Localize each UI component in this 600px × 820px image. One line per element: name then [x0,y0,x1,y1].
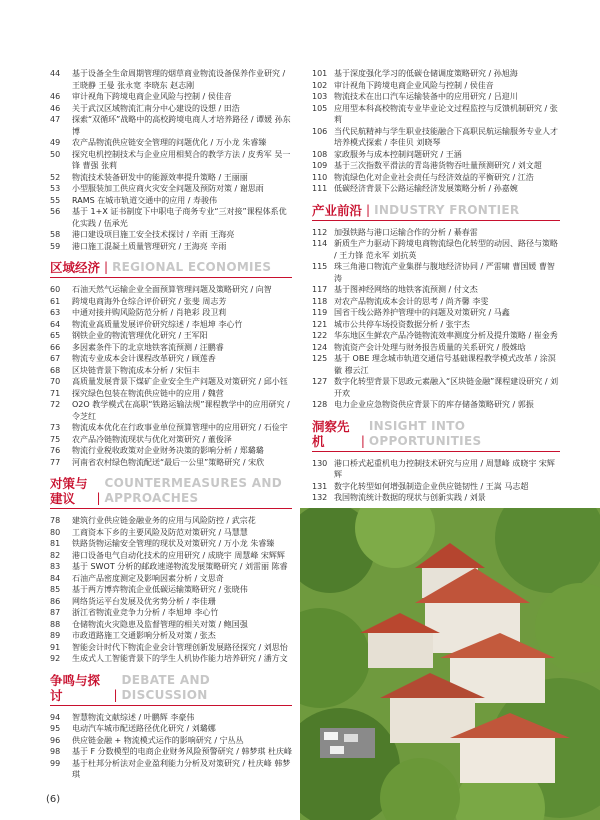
toc-entry-page-number: 89 [50,631,61,640]
toc-entry[interactable] [50,457,292,469]
toc-entry[interactable] [50,137,292,149]
aerial-photo-red-roof-buildings-trees [300,508,600,820]
toc-entry-title: 应用型本科高校物流专业毕业论文过程监控与反馈机制研究 / 张莉 [334,103,558,124]
section-separator: | [104,260,109,274]
toc-entry-title: 物流资产会计处理与财务报告质量的关系研究 / 殷姝晗 [334,342,526,352]
toc-list-industry-frontier [312,227,560,411]
toc-entry-title: 农产品冷链物流现状与优化对策研究 / 董俊泽 [72,434,232,444]
toc-entry[interactable] [50,596,292,608]
toc-entry-page-number: 103 [312,92,328,101]
toc-entry-page-number: 80 [50,527,61,537]
toc-entry-title: 港口设备电气自动化技术的应用研究 / 成晓宇 周慧峰 宋辉辉 [72,550,285,560]
toc-entry-title: 数字化转型背景下思政元素融入“区块链金融”课程建设研究 / 刘开欢 [334,377,559,398]
toc-entry-page-number: 132 [312,493,328,502]
toc-list-insight [312,458,560,504]
toc-entry[interactable] [312,284,560,296]
section-header-countermeasures [50,476,292,509]
toc-entry-title: RAMS 在城市轨道交通中的应用 / 寿骏伟 [72,195,218,205]
toc-entry-title: 基于三次指数平滑法的青岛港货物吞吐量预测研究 / 刘文超 [334,161,542,170]
toc-entry-title: 华东地区生鲜农产品冷链物流效率测度分析及提升策略 / 崔金秀 [334,331,558,340]
toc-entry-page-number: 73 [50,423,61,432]
toc-right-column [312,68,560,504]
toc-entry-title: O2O 教学模式在高职“铁路运输法规”课程教学中的应用研究 / 令芝红 [72,400,290,421]
toc-entry[interactable] [312,160,560,172]
toc-entry-page-number: 55 [50,195,61,205]
toc-entry-page-number: 99 [50,758,61,768]
toc-entry-title: 审计视角下跨境电商企业风险与控制 / 侯佳音 [334,80,494,90]
toc-entry-title: 工商资本下乡的主要风险及防范对策研究 / 马慧慧 [72,527,248,537]
toc-entry[interactable] [50,538,292,550]
toc-entry[interactable] [312,376,560,399]
toc-entry[interactable] [50,195,292,207]
toc-entry-page-number: 68 [50,365,61,375]
toc-entry[interactable] [50,399,292,422]
toc-entry-page-number: 87 [50,608,61,617]
toc-entry-page-number: 53 [50,184,61,193]
toc-entry-page-number: 59 [50,241,61,251]
toc-entry-title: 物流业高质量发展评价研究综述 / 李旭坤 李心竹 [72,319,243,329]
toc-entry-title: 数字化转型如何增强制造企业供应链韧性 / 王嵩 马志超 [334,481,529,491]
toc-entry[interactable] [50,527,292,539]
toc-entry-page-number: 92 [50,654,61,663]
toc-entry-page-number: 128 [312,400,328,409]
toc-entry-title: 物流成本优化在行政事业单位预算管理中的应用研究 / 石俭宇 [72,423,288,432]
toc-entry-page-number: 131 [312,481,328,491]
toc-entry-title: 对农产品物流成本会计的思考 / 尚齐馨 李雯 [334,296,489,306]
toc-entry-page-number: 109 [312,161,328,170]
toc-entry[interactable] [50,515,292,527]
toc-entry-title: 国省干线公路养护管理中的问题及对策研究 / 马鑫 [334,308,510,317]
toc-entry-title: 区块链背景下物流成本分析 / 宋恒丰 [72,365,200,375]
toc-entry-page-number: 63 [50,308,61,317]
toc-entry-page-number: 56 [50,207,61,216]
toc-entry-page-number: 64 [50,319,61,329]
toc-entry[interactable] [50,241,292,253]
toc-entry-page-number: 46 [50,103,61,113]
toc-entry-page-number: 72 [50,400,61,409]
toc-entry-page-number: 125 [312,354,328,363]
toc-entry-page-number: 94 [50,712,61,722]
toc-entry-page-number: 124 [312,342,328,352]
toc-entry-page-number: 118 [312,296,328,306]
toc-entry[interactable] [312,353,560,376]
toc-entry[interactable] [312,330,560,342]
toc-entry-title: 新质生产力驱动下跨境电商物流绿色化转型的动因、路径与策略 / 王力锋 范永军 刘抗英 [334,239,558,260]
toc-entry-page-number: 105 [312,103,328,113]
section-separator: | [366,202,371,217]
toc-entry-title: 物流行业税收政策对企业财务决策的影响分析 / 郑璐璐 [72,446,264,455]
toc-entry-page-number: 70 [50,377,61,386]
toc-entry-title: 港口建设项目施工安全技术探讨 / 辛雨 王海亮 [72,230,235,239]
toc-entry[interactable] [50,619,292,631]
toc-entry-title: 电力企业应急物资供应背景下的库存储备策略研究 / 郭振 [334,400,534,409]
toc-entry-title: 审计视角下跨境电商企业风险与控制 / 侯佳音 [72,92,232,101]
toc-entry[interactable] [312,307,560,319]
toc-entry-title: 我国物流统计数据的现状与创新实践 / 刘景 [334,493,486,502]
section-title-cn: 洞察先机 [312,418,350,449]
toc-list-countermeasures [50,515,292,665]
page-number: (6) [46,794,61,805]
section-title-en: COUNTERMEASURES AND APPROACHES [104,476,282,505]
toc-entry[interactable] [50,422,292,434]
toc-entry-title: 农产品物流供应链安全管理的问题优化 / 万小龙 朱睿臻 [72,138,267,147]
toc-entry-page-number: 111 [312,184,328,193]
toc-entry-title: 小型服装加工供应商火灾安全问题及预防对策 / 谢思雨 [72,184,264,193]
toc-list-regional-economies [50,284,292,468]
toc-entry-page-number: 61 [50,296,61,306]
toc-entry-title: 基于图神经网络的地铁客流预测 / 付文杰 [334,285,478,294]
section-title-cn: 区域经济 [50,260,101,275]
toc-entry-title: 低碳经济背景下公路运输经济发展策略分析 / 孙嘉婉 [334,184,518,193]
section-header-debate [50,673,292,706]
toc-entry[interactable] [50,330,292,342]
toc-entry-page-number: 114 [312,239,328,248]
toc-entry[interactable] [312,183,560,195]
toc-entry[interactable] [312,399,560,411]
toc-entry-page-number: 75 [50,434,61,444]
toc-entry-title: 高质量发展背景下煤矿企业安全生产问题及对策研究 / 邱小钰 [72,377,288,386]
toc-entry-page-number: 86 [50,596,61,606]
toc-entry-title: 探究电机控制技术与企业应用相契合的教学方法 / 皮秀军 吴一锋 曹强 张莉 [72,149,291,170]
toc-entry[interactable] [50,376,292,388]
toc-entry[interactable] [312,91,560,103]
toc-entry-page-number: 130 [312,458,328,468]
toc-entry[interactable] [50,206,292,229]
toc-entry-title: 探索“双循环”战略中的高校跨境电商人才培养路径 / 谭媛 孙东博 [72,115,291,136]
section-title-en: INDUSTRY FRONTIER [374,202,520,217]
toc-entry[interactable] [50,584,292,596]
toc-entry-page-number: 117 [312,285,328,294]
toc-entry-title: 基于深度强化学习的低碳仓储调度策略研究 / 孙旭海 [334,69,518,78]
toc-entry[interactable] [50,172,292,184]
toc-entry[interactable] [312,227,560,239]
toc-entry-title: 供应链金融 + 物流模式运作的影响研究 / 宁丛丛 [72,735,244,745]
toc-entry[interactable] [50,388,292,400]
toc-entry-title: 物流技术在出口汽车运输装备中的应用研究 / 吕迎川 [334,92,518,101]
toc-entry[interactable] [50,607,292,619]
section-title-cn: 产业前沿 [312,202,363,218]
toc-entry[interactable] [312,481,560,493]
toc-entry-page-number: 82 [50,550,61,560]
section-header-regional-economies [50,260,292,278]
section-title-en: REGIONAL ECONOMIES [112,260,272,274]
toc-entry-title: 基于两方博弈物流企业低碳运输策略研究 / 张晓伟 [72,585,248,594]
toc-entry[interactable] [312,492,560,504]
section-title-en: INSIGHT INTO OPPORTUNITIES [368,418,482,448]
toc-list-debate [50,712,292,781]
toc-entry-title: 市政道路施工交通影响分析及对策 / 张杰 [72,631,216,640]
photo-illustration [300,508,600,820]
toc-entry-page-number: 96 [50,735,61,745]
toc-entry-title: 当代民航精神与学生职业技能融合下高职民航运输服务专业人才培养模式探索 / 李佳贝 刘晓琴 [334,126,558,147]
toc-entry[interactable] [50,319,292,331]
toc-entry-page-number: 84 [50,573,61,583]
section-title-cn: 对策与建议 [50,476,88,506]
toc-entry-page-number: 88 [50,619,61,629]
section-title-en: DEBATE AND DISCUSSION [121,672,211,702]
toc-entry-page-number: 106 [312,126,328,136]
toc-entry[interactable] [50,114,292,137]
toc-entry[interactable] [312,261,560,284]
toc-entry-page-number: 98 [50,747,61,756]
toc-entry[interactable] [312,149,560,161]
toc-entry[interactable] [50,91,292,103]
toc-entry[interactable] [50,434,292,446]
toc-entry[interactable] [50,758,292,781]
toc-entry-title: 基于 1+X 证书制度下中职电子商务专业“三对接”课程体系优化实践 / 伍承光 [72,207,287,228]
toc-list-continued-right [312,68,560,195]
toc-entry[interactable] [50,735,292,747]
toc-entry-title: 基于 SWOT 分析的邮政速递物流发展策略研究 / 刘雷丽 陈睿 [72,562,288,571]
toc-entry-page-number: 121 [312,319,328,329]
page-number-value: 6 [49,794,57,805]
toc-entry[interactable] [50,229,292,241]
toc-entry[interactable] [50,296,292,308]
toc-entry[interactable] [50,712,292,724]
toc-entry[interactable] [50,183,292,195]
toc-entry-title: 浙江省物流业竞争力分析 / 李旭坤 李心竹 [72,608,219,617]
toc-entry-title: 智慧物流文献综述 / 叶鹏辉 李豪伟 [72,712,195,722]
toc-entry-title: 电动汽车城市配送路径优化研究 / 刘璐娜 [72,724,216,733]
toc-entry[interactable] [312,319,560,331]
toc-entry[interactable] [50,642,292,654]
toc-entry-page-number: 81 [50,539,61,548]
toc-entry[interactable] [50,746,292,758]
toc-entry[interactable] [50,149,292,172]
toc-entry-page-number: 58 [50,230,61,239]
toc-entry-page-number: 83 [50,562,61,571]
toc-entry[interactable] [50,307,292,319]
toc-entry-page-number: 52 [50,172,61,182]
toc-entry-page-number: 95 [50,724,61,733]
toc-entry-page-number: 65 [50,331,61,340]
toc-entry-title: 钢铁企业的物流管理优化研究 / 王军阳 [72,331,208,340]
section-title-cn: 争鸣与探讨 [50,672,101,703]
toc-entry-page-number: 66 [50,342,61,352]
section-header-industry-frontier [312,203,560,221]
toc-entry[interactable] [312,458,560,481]
toc-entry-title: 基于 F 分数模型的电商企业财务风险预警研究 / 韩梦琪 杜庆峰 [72,747,293,756]
toc-entry-page-number: 115 [312,262,328,271]
toc-entry[interactable] [50,561,292,573]
toc-entry-page-number: 46 [50,92,61,101]
toc-entry-page-number: 76 [50,446,61,455]
toc-list-continued [50,68,292,252]
toc-entry[interactable] [312,342,560,354]
toc-entry[interactable] [312,126,560,149]
toc-entry-page-number: 108 [312,149,328,159]
toc-entry[interactable] [50,723,292,735]
toc-entry-page-number: 110 [312,172,328,182]
toc-entry[interactable] [50,365,292,377]
toc-entry[interactable] [312,172,560,184]
toc-entry-title: 基于 OBE 理念城市轨道交通信号基础课程教学模式改革 / 涂溟徽 穆云江 [334,354,556,375]
toc-entry[interactable] [312,103,560,126]
toc-entry[interactable] [50,68,292,91]
toc-left-column [50,68,292,781]
toc-entry-title: 物流专业成本会计课程改革研究 / 顾莲香 [72,354,216,363]
section-header-insight [312,419,560,452]
toc-entry[interactable] [312,238,560,261]
toc-entry-page-number: 60 [50,285,61,294]
toc-entry-title: 网络货运平台发展及优劣势分析 / 李佳珊 [72,596,216,606]
toc-entry[interactable] [312,80,560,92]
toc-entry-page-number: 47 [50,115,61,124]
toc-entry-title: 家政服务与成本控制问题研究 / 王涵 [334,149,462,159]
toc-entry-title: 城市公共停车场投资数据分析 / 张宇杰 [334,319,470,329]
toc-entry-title: 港口施工混凝土质量管理研究 / 王海亮 辛雨 [72,241,227,251]
toc-entry-title: 生成式人工智能背景下的学生人机协作能力培养研究 / 潘方文 [72,654,288,663]
toc-entry[interactable] [312,68,560,80]
toc-entry-title: 基于设备全生命周期管理的烟草商业物流设备保养作业研究 / 王晓静 王曼 张永宽 李晓东 赵志刚 [72,69,286,90]
section-separator: | [96,491,101,505]
toc-entry-page-number: 91 [50,642,61,652]
toc-entry-title: 多因素条件下的北京地铁客流预测 / 汪鹏睿 [72,342,224,352]
toc-entry-page-number: 127 [312,377,328,386]
toc-entry-page-number: 122 [312,331,328,340]
toc-entry-title: 建筑行业供应链金融业务的应用与风险防控 / 武宗花 [72,516,256,525]
toc-entry-page-number: 50 [50,149,61,159]
toc-entry-title: 港口桥式起重机电力控制技术研究与应用 / 周慧峰 成晓宇 宋辉辉 [334,458,555,479]
toc-entry-page-number: 119 [312,308,328,317]
toc-entry-page-number: 67 [50,354,61,363]
toc-entry[interactable] [50,573,292,585]
toc-entry-title: 仓储物流火灾隐患及监督管理的相关对策 / 鲍国强 [72,619,248,629]
toc-entry[interactable] [50,445,292,457]
toc-entry-page-number: 77 [50,457,61,467]
toc-entry-page-number: 78 [50,516,61,525]
toc-entry-title: 石油天然气运输企业全面预算管理问题及策略研究 / 向智 [72,285,272,294]
toc-entry-title: 珠三角港口物流产业集群与腹地经济协同 / 严雷啸 曹国媛 曹智涛 [334,262,555,283]
toc-entry[interactable] [312,296,560,308]
section-separator: | [360,433,365,448]
toc-entry-title: 智能会计时代下物流企业会计管理创新发展路径探究 / 刘思怡 [72,642,288,652]
toc-entry-page-number: 49 [50,138,61,147]
toc-entry-page-number: 101 [312,69,328,78]
toc-entry-page-number: 102 [312,80,328,90]
toc-entry-page-number: 85 [50,585,61,594]
toc-entry-title: 石油产品密度测定及影响因素分析 / 文思奇 [72,573,224,583]
toc-entry-page-number: 112 [312,227,328,237]
toc-entry[interactable] [50,284,292,296]
toc-entry[interactable] [50,550,292,562]
toc-entry[interactable] [50,342,292,354]
toc-entry-title: 加强铁路与港口运输合作的分析 / 綦春雷 [334,227,478,237]
toc-entry-title: 基于杜邦分析法对企业盈利能力分析及对策研究 / 杜庆峰 韩梦琪 [72,758,291,779]
toc-entry-title: 物流绿色化对企业社会责任与经济效益的平衡研究 / 江浩 [334,172,534,182]
toc-entry-title: 河南省农村绿色物流配送“最后一公里”策略研究 / 宋欣 [72,457,265,467]
toc-entry[interactable] [50,653,292,665]
toc-entry-title: 探究绿色包装在物流供应链中的应用 / 魏营 [72,388,224,398]
toc-entry-title: 铁路货物运输安全管理的现状及对策研究 / 万小龙 朱睿臻 [72,539,275,548]
toc-entry[interactable] [50,630,292,642]
toc-entry-page-number: 44 [50,69,61,78]
toc-entry-page-number: 71 [50,388,61,398]
toc-entry-title: 物流技术装备研发中的能源效率提升策略 / 王丽丽 [72,172,248,182]
toc-entry[interactable] [50,353,292,365]
toc-entry-title: 跨境电商海外仓综合评价研究 / 张斐 周志芳 [72,296,227,306]
section-separator: | [113,687,118,702]
toc-entry-title: 关于武汉区域物流汇南分中心建设的设想 / 田浩 [72,103,240,113]
toc-entry-title: 中通对接并购风险防范分析 / 肖艳彩 段卫莉 [72,308,227,317]
toc-entry[interactable] [50,103,292,115]
